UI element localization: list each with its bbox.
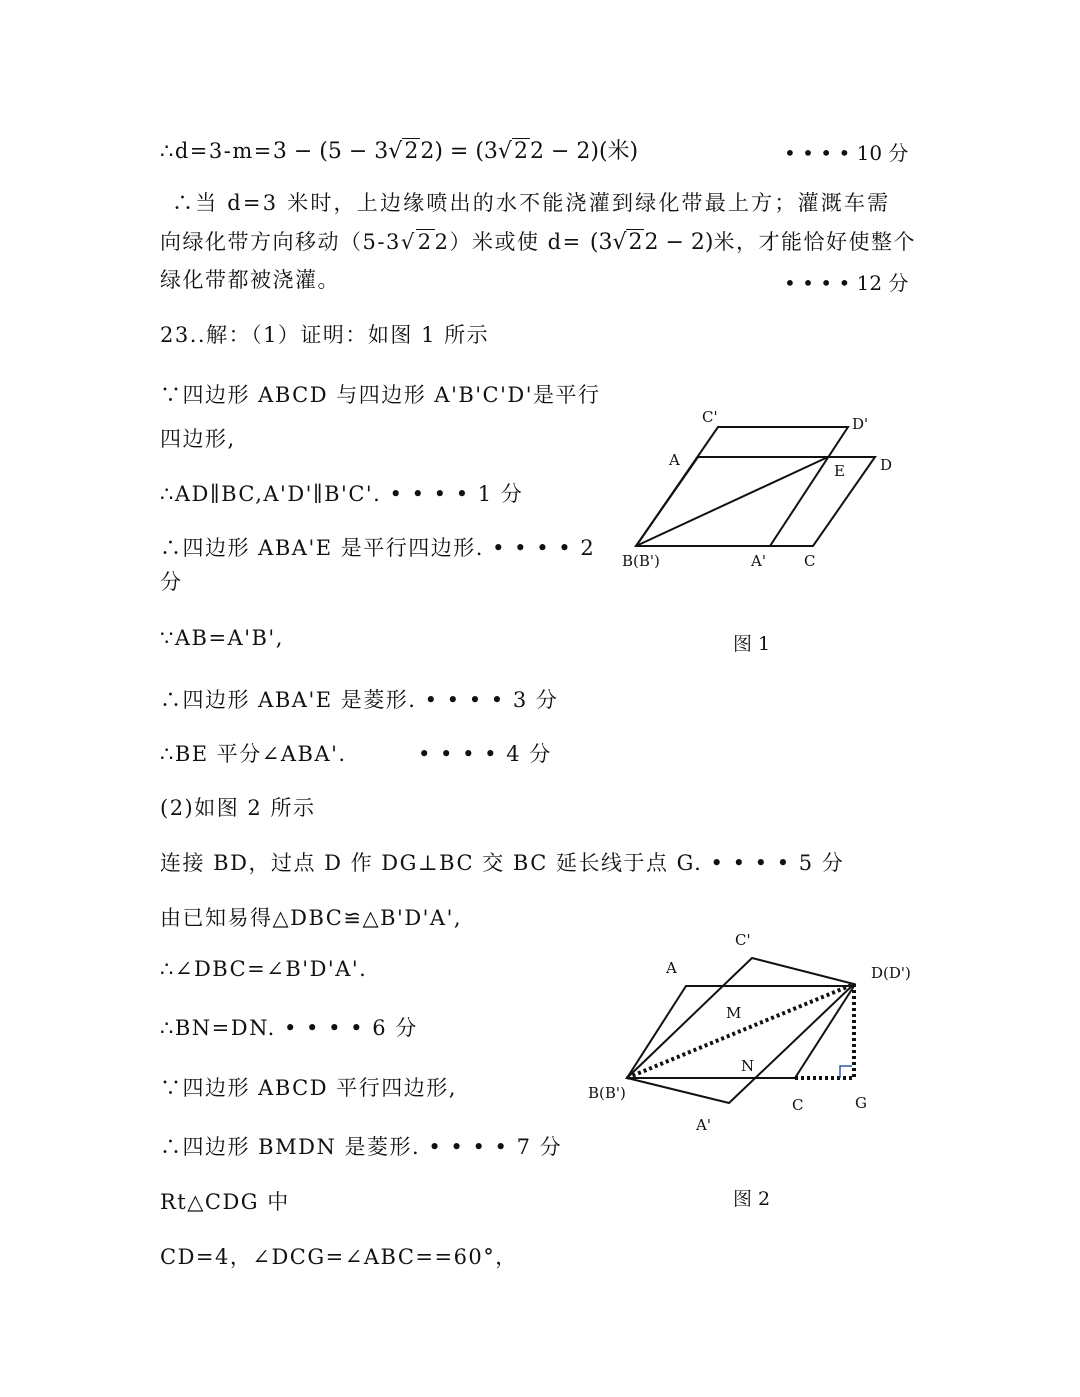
label-d-prime: D' bbox=[852, 415, 869, 433]
line-d-formula: ∴d=3-m=3 − (5 − 3√22) = (3√22 − 2)(米) bbox=[160, 139, 639, 164]
label-c-prime-2: C' bbox=[735, 931, 751, 949]
proof-step-6: ∴BE 平分∠ABA'. bbox=[160, 742, 347, 766]
label-a: A bbox=[669, 451, 680, 469]
figure-1-caption: 图 1 bbox=[733, 633, 771, 655]
proof-step-2: ∴AD∥BC,A'D'∥B'C'. • • • • 1 分 bbox=[160, 482, 524, 506]
label-c: C bbox=[804, 552, 816, 570]
proof-step-13: Rt△CDG 中 bbox=[160, 1190, 290, 1214]
question-23-heading: 23..解：（1）证明：如图 1 所示 bbox=[160, 323, 490, 347]
label-d: D bbox=[880, 456, 893, 474]
label-g: G bbox=[855, 1094, 867, 1112]
proof-step-14: CD=4，∠DCG=∠ABC==60°， bbox=[160, 1245, 518, 1269]
label-m: M bbox=[726, 1004, 742, 1022]
part-2-heading: (2)如图 2 所示 bbox=[160, 796, 316, 820]
proof-step-3a: ∴四边形 ABA'E 是平行四边形. • • • • 2 bbox=[160, 536, 596, 560]
proof-step-5: ∴四边形 ABA'E 是菱形. • • • • 3 分 bbox=[160, 688, 559, 712]
score-12: • • • • 12 分 bbox=[784, 271, 909, 295]
proof-step-4: ∵AB=A'B', bbox=[160, 626, 284, 650]
proof-step-8: 由已知易得△DBC≌△B'D'A', bbox=[160, 906, 463, 930]
conclusion-line-1: ∴当 d=3 米时，上边缘喷出的水不能浇灌到绿化带最上方；灌溉车需 bbox=[172, 191, 891, 215]
proof-step-10: ∴BN=DN. • • • • 6 分 bbox=[160, 1016, 418, 1040]
parallelogram-a1b1c1d1 bbox=[636, 427, 848, 546]
proof-step-11: ∵四边形 ABCD 平行四边形, bbox=[160, 1076, 457, 1100]
parallelogram-a1b1c1d1-2 bbox=[627, 958, 854, 1103]
figure-2-caption: 图 2 bbox=[733, 1188, 771, 1210]
label-a-prime: A' bbox=[751, 552, 766, 570]
proof-step-7: 连接 BD，过点 D 作 DG⊥BC 交 BC 延长线于点 G. • • • • 5 分 bbox=[160, 851, 845, 875]
proof-step-12: ∴四边形 BMDN 是菱形. • • • • 7 分 bbox=[160, 1135, 563, 1159]
math-expression: 3 − (5 − 3√22) = (3√22 − 2)(米) bbox=[272, 139, 639, 164]
score-4: • • • • 4 分 bbox=[418, 742, 552, 766]
label-a-2: A bbox=[666, 959, 677, 977]
label-a-prime-2: A' bbox=[696, 1116, 711, 1134]
proof-step-3b: 分 bbox=[160, 570, 183, 594]
label-b: B(B') bbox=[622, 552, 660, 570]
label-d-2: D(D') bbox=[871, 964, 911, 982]
label-e: E bbox=[834, 462, 845, 480]
label-c-prime: C' bbox=[702, 408, 718, 426]
conclusion-line-2: 向绿化带方向移动（5-3√22）米或使 d= (3√22 − 2)米，才能恰好使整个 bbox=[160, 230, 916, 255]
score-10: • • • • 10 分 bbox=[784, 141, 909, 165]
label-c-2: C bbox=[792, 1096, 804, 1114]
label-b-2: B(B') bbox=[588, 1084, 626, 1102]
proof-step-1a: ∵四边形 ABCD 与四边形 A'B'C'D'是平行 bbox=[160, 383, 601, 407]
conclusion-line-3: 绿化带都被浇灌。 bbox=[160, 268, 340, 292]
proof-step-1b: 四边形, bbox=[160, 427, 236, 451]
proof-step-9: ∴∠DBC=∠B'D'A'. bbox=[160, 957, 368, 981]
label-n: N bbox=[741, 1057, 755, 1075]
